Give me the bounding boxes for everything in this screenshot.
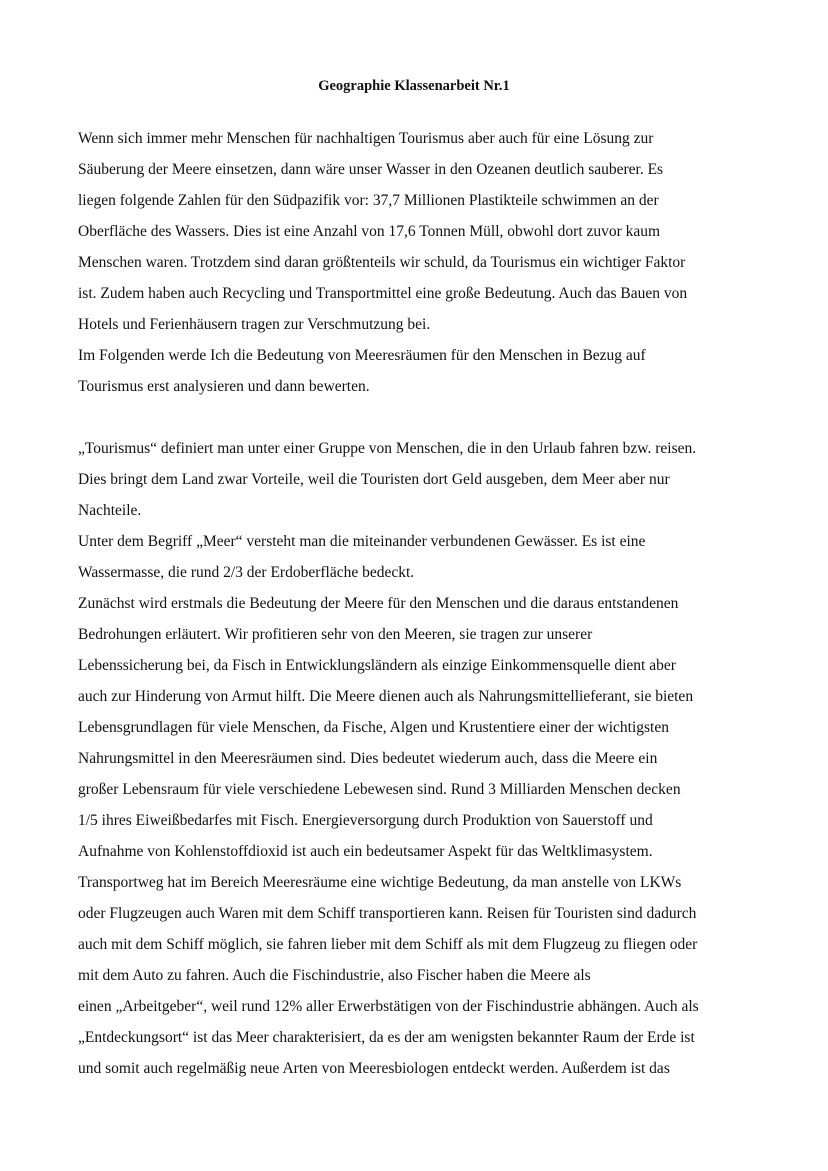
text-line: Aufnahme von Kohlenstoffdioxid ist auch ein bedeutsamer Aspekt für das Weltklimasystem.	[78, 843, 653, 860]
text-line: Lebensgrundlagen für viele Menschen, da Fische, Algen und Krustentiere einer der wichtigsten	[78, 719, 669, 736]
text-line: einen „Arbeitgeber“, weil rund 12% aller Erwerbstätigen von der Fischindustrie abhängen. Auch als	[78, 998, 699, 1015]
text-line: und somit auch regelmäßig neue Arten von Meeresbiologen entdeckt werden. Außerdem ist das	[78, 1060, 670, 1077]
text-line: Wassermasse, die rund 2/3 der Erdoberfläche bedeckt.	[78, 564, 415, 581]
text-line: Nachteile.	[78, 502, 142, 519]
text-line: „Tourismus“ definiert man unter einer Gruppe von Menschen, die in den Urlaub fahren bzw. reisen.	[78, 440, 697, 457]
text-line: auch zur Hinderung von Armut hilft. Die Meere dienen auch als Nahrungsmittellieferant, sie bieten	[78, 688, 694, 705]
text-line: Zunächst wird erstmals die Bedeutung der Meere für den Menschen und die daraus entstandenen	[78, 595, 679, 612]
paragraph-gap	[78, 402, 768, 433]
text-line: Dies bringt dem Land zwar Vorteile, weil die Touristen dort Geld ausgeben, dem Meer aber nur	[78, 471, 670, 488]
text-line: auch mit dem Schiff möglich, sie fahren lieber mit dem Schiff als mit dem Flugzeug zu fliegen oder	[78, 936, 698, 953]
text-line: großer Lebensraum für viele verschiedene Lebewesen sind. Rund 3 Milliarden Menschen decken	[78, 781, 681, 798]
text-line: Tourismus erst analysieren und dann bewerten.	[78, 378, 370, 395]
text-line: Nahrungsmittel in den Meeresräumen sind. Dies bedeutet wiederum auch, dass die Meere ein	[78, 750, 658, 767]
text-line: ist. Zudem haben auch Recycling und Transportmittel eine große Bedeutung. Auch das Bauen von	[78, 285, 688, 302]
text-line: oder Flugzeugen auch Waren mit dem Schiff transportieren kann. Reisen für Touristen sind dadurch	[78, 905, 697, 922]
text-line: Lebenssicherung bei, da Fisch in Entwicklungsländern als einzige Einkommensquelle dient aber	[78, 657, 676, 674]
text-line: 1/5 ihres Eiweißbedarfes mit Fisch. Energieversorgung durch Produktion von Sauerstoff und	[78, 812, 653, 829]
document-title: Geographie Klassenarbeit Nr.1	[318, 78, 510, 94]
text-line: liegen folgende Zahlen für den Südpazifik vor: 37,7 Millionen Plastikteile schwimmen an der	[78, 192, 659, 209]
text-line: mit dem Auto zu fahren. Auch die Fischindustrie, also Fischer haben die Meere als	[78, 967, 591, 984]
text-line: Menschen waren. Trotzdem sind daran größtenteils wir schuld, da Tourismus ein wichtiger Faktor	[78, 254, 686, 271]
text-line: Unter dem Begriff „Meer“ versteht man die miteinander verbundenen Gewässer. Es ist eine	[78, 533, 646, 550]
text-line: Wenn sich immer mehr Menschen für nachhaltigen Tourismus aber auch für eine Lösung zur	[78, 130, 654, 147]
text-line: Transportweg hat im Bereich Meeresräume eine wichtige Bedeutung, da man anstelle von LKWs	[78, 874, 682, 891]
text-line: Im Folgenden werde Ich die Bedeutung von Meeresräumen für den Menschen in Bezug auf	[78, 347, 646, 364]
text-line: Hotels und Ferienhäusern tragen zur Verschmutzung bei.	[78, 316, 431, 333]
text-line: Säuberung der Meere einsetzen, dann wäre unser Wasser in den Ozeanen deutlich sauberer. Es	[78, 161, 664, 178]
document-body	[78, 123, 768, 1084]
text-line: Oberfläche des Wassers. Dies ist eine Anzahl von 17,6 Tonnen Müll, obwohl dort zuvor kaum	[78, 223, 661, 240]
text-line: „Entdeckungsort“ ist das Meer charakterisiert, da es der am wenigsten bekannter Raum der Erde ist	[78, 1029, 695, 1046]
text-line: Bedrohungen erläutert. Wir profitieren sehr von den Meeren, sie tragen zur unserer	[78, 626, 593, 643]
